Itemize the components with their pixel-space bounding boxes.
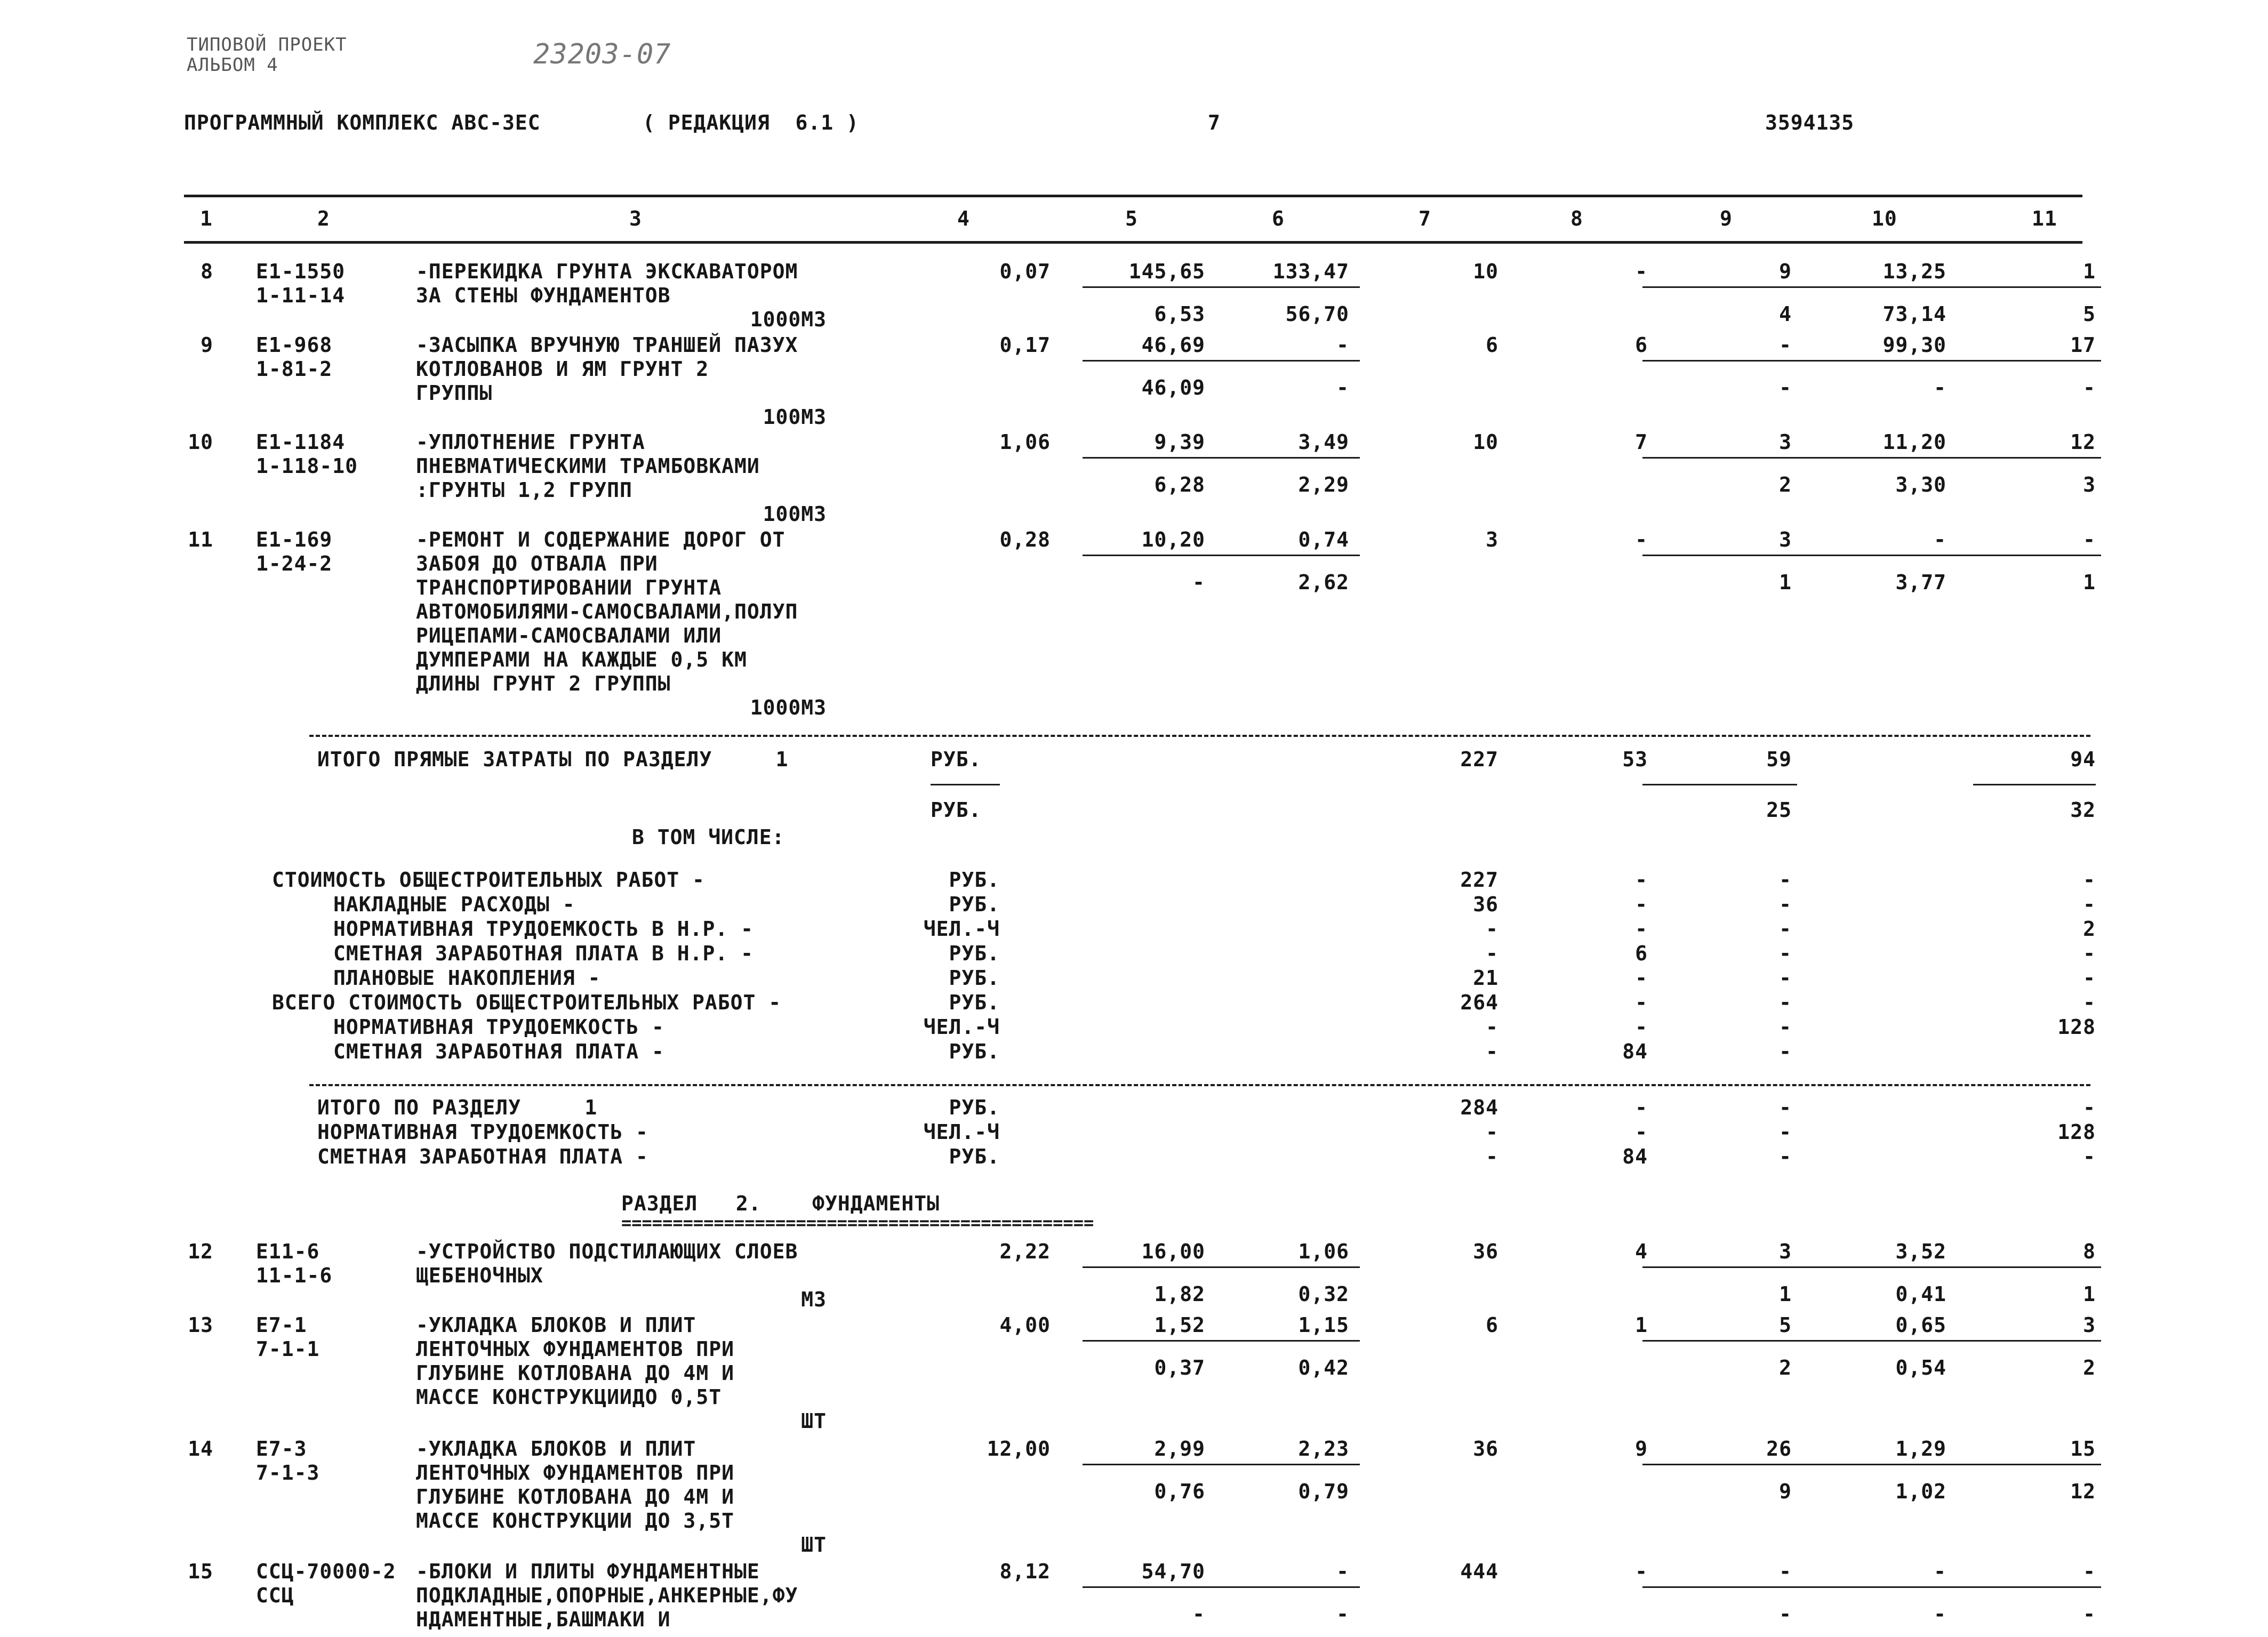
row-c9-rule (1642, 286, 2101, 288)
total-direct-label: ИТОГО ПРЯМЫЕ ЗАТРАТЫ ПО РАЗДЕЛУ 1 (317, 748, 789, 771)
row-c6-a: 133,47 (1272, 260, 1349, 283)
total-direct-unit: РУБ. (931, 748, 982, 771)
row-number: 9 (201, 333, 213, 357)
col-1: 1 (200, 207, 213, 230)
row-code: Е7-3 (256, 1437, 307, 1461)
row-c9-b: - (1779, 1602, 1792, 1626)
row-c10-b: 1,02 (1895, 1480, 1946, 1503)
row-c8: - (1635, 260, 1648, 283)
row-c9-rule (1642, 360, 2101, 362)
row-code-2: ССЦ (256, 1584, 294, 1607)
row-c7: 10 (1473, 430, 1498, 454)
row-unit: 100М3 (763, 502, 827, 526)
doc-code: 3594135 (1765, 111, 1855, 134)
row-c7: 10 (1473, 260, 1498, 283)
breakdown-c11: - (2083, 966, 2096, 990)
row-c6-b: 2,62 (1298, 571, 1349, 594)
breakdown-label: СМЕТНАЯ ЗАРАБОТНАЯ ПЛАТА В Н.Р. - (333, 942, 754, 965)
row-c11-a: - (2083, 1560, 2096, 1583)
breakdown-label: СМЕТНАЯ ЗАРАБОТНАЯ ПЛАТА - (333, 1040, 664, 1063)
total-direct-c11: 94 (2070, 748, 2096, 771)
row-c11-b: 12 (2070, 1480, 2096, 1503)
breakdown-c8: 6 (1635, 942, 1648, 965)
row-c10-a: 99,30 (1882, 333, 1946, 357)
row-unit: 100М3 (763, 405, 827, 429)
row-c7: 36 (1473, 1240, 1498, 1263)
row-c8: 4 (1635, 1240, 1648, 1263)
row-desc-line: ЛЕНТОЧНЫХ ФУНДАМЕНТОВ ПРИ (416, 1461, 734, 1484)
section-total-c11: - (2083, 1096, 2096, 1119)
row-c6-b: - (1336, 376, 1349, 399)
breakdown-c7: 36 (1473, 893, 1498, 916)
row-c11-a: 12 (2070, 430, 2096, 454)
row-c5-rule (1083, 1340, 1360, 1342)
row-c9-a: - (1779, 1560, 1792, 1583)
row-c8: 1 (1635, 1313, 1648, 1337)
row-c10-b: - (1934, 1602, 1946, 1626)
row-c7: 6 (1486, 1313, 1498, 1337)
row-c9-a: 9 (1779, 260, 1792, 283)
row-c9-a: 3 (1779, 1240, 1792, 1263)
row-c4: 8,12 (999, 1560, 1051, 1583)
breakdown-c8: - (1635, 1015, 1648, 1039)
row-code: Е7-1 (256, 1313, 307, 1337)
row-c7: 3 (1486, 528, 1498, 551)
row-unit: 1000М3 (750, 696, 827, 719)
section-total-label: НОРМАТИВНАЯ ТРУДОЕМКОСТЬ - (317, 1120, 648, 1144)
row-c9-a: 3 (1779, 528, 1792, 551)
row-desc-line: -УПЛОТНЕНИЕ ГРУНТА (416, 430, 645, 454)
breakdown-c11: - (2083, 991, 2096, 1014)
row-c5-b: - (1192, 1602, 1205, 1626)
row-c5-b: - (1192, 571, 1205, 594)
row-desc-line: ДЛИНЫ ГРУНТ 2 ГРУППЫ (416, 672, 671, 695)
row-desc-line: :ГРУНТЫ 1,2 ГРУПП (416, 478, 632, 502)
row-c5-rule (1083, 286, 1360, 288)
col-2: 2 (317, 207, 330, 230)
row-c9-b: 2 (1779, 1356, 1792, 1379)
row-c8: - (1635, 528, 1648, 551)
total-direct-c9: 59 (1766, 748, 1792, 771)
row-c4: 4,00 (999, 1313, 1051, 1337)
row-desc-line: -ПЕРЕКИДКА ГРУНТА ЭКСКАВАТОРОМ (416, 260, 798, 283)
row-c5-rule (1083, 1266, 1360, 1268)
row-c4: 12,00 (987, 1437, 1051, 1461)
row-c11-b: 1 (2083, 1282, 2096, 1306)
breakdown-label: СТОИМОСТЬ ОБЩЕСТРОИТЕЛЬНЫХ РАБОТ - (272, 868, 705, 892)
row-c9-rule (1642, 1464, 2101, 1465)
row-desc-line: ПНЕВМАТИЧЕСКИМИ ТРАМБОВКАМИ (416, 454, 760, 478)
row-code: Е1-968 (256, 333, 333, 357)
row-c5-b: 0,76 (1154, 1480, 1205, 1503)
breakdown-label: ПЛАНОВЫЕ НАКОПЛЕНИЯ - (333, 966, 601, 990)
row-c5-rule (1083, 457, 1360, 459)
row-c11-a: 3 (2083, 1313, 2096, 1337)
row-c10-b: 0,54 (1895, 1356, 1946, 1379)
row-desc-line: ЛЕНТОЧНЫХ ФУНДАМЕНТОВ ПРИ (416, 1337, 734, 1361)
breakdown-unit: РУБ. (949, 868, 1000, 892)
section-1-total-rule (309, 735, 2090, 737)
section-total-c7: - (1486, 1145, 1498, 1168)
breakdown-c9: - (1779, 942, 1792, 965)
col-3: 3 (629, 207, 642, 230)
row-desc-line: МАССЕ КОНСТРУКЦИИДО 0,5Т (416, 1385, 722, 1409)
breakdown-label: НАКЛАДНЫЕ РАСХОДЫ - (333, 893, 575, 916)
row-c4: 1,06 (999, 430, 1051, 454)
breakdown-c11: - (2083, 893, 2096, 916)
stamp-line-1: ТИПОВОЙ ПРОЕКТ (187, 34, 347, 55)
row-c9-b: 1 (1779, 571, 1792, 594)
breakdown-c9: - (1779, 991, 1792, 1014)
row-c10-b: 73,14 (1882, 302, 1946, 326)
row-c7: 444 (1460, 1560, 1498, 1583)
breakdown-c9: - (1779, 893, 1792, 916)
row-desc-line: -ЗАСЫПКА ВРУЧНУЮ ТРАНШЕЙ ПАЗУХ (416, 333, 798, 357)
row-c5-rule (1083, 555, 1360, 556)
row-number: 15 (188, 1560, 213, 1583)
breakdown-c7: - (1486, 1040, 1498, 1063)
row-c5-a: 145,65 (1128, 260, 1205, 283)
row-c9-b: - (1779, 376, 1792, 399)
row-unit: 1000М3 (750, 308, 827, 331)
section-total-c11: 128 (2057, 1120, 2096, 1144)
row-c11-b: - (2083, 1602, 2096, 1626)
row-code-2: 7-1-1 (256, 1337, 320, 1361)
breakdown-c7: - (1486, 942, 1498, 965)
row-c11-b: 5 (2083, 302, 2096, 326)
section-total-c9: - (1779, 1120, 1792, 1144)
row-c6-b: 0,79 (1298, 1480, 1349, 1503)
row-c4: 0,28 (999, 528, 1051, 551)
breakdown-label: ВСЕГО СТОИМОСТЬ ОБЩЕСТРОИТЕЛЬНЫХ РАБОТ - (272, 991, 782, 1014)
col-6: 6 (1272, 207, 1285, 230)
row-unit: М3 (801, 1288, 827, 1311)
row-code-2: 1-118-10 (256, 454, 358, 478)
row-c11-a: 1 (2083, 260, 2096, 283)
row-code: ССЦ-70000-2 (256, 1560, 396, 1583)
row-desc-line: -РЕМОНТ И СОДЕРЖАНИЕ ДОРОГ ОТ (416, 528, 786, 551)
section-total-c9: - (1779, 1145, 1792, 1168)
page-number: 7 (1208, 111, 1221, 134)
section-total-label: ИТОГО ПО РАЗДЕЛУ 1 (317, 1096, 598, 1119)
row-c11-b: 1 (2083, 571, 2096, 594)
breakdown-unit: РУБ. (949, 893, 1000, 916)
breakdown-c8: 84 (1622, 1040, 1648, 1063)
row-c10-b: 3,77 (1895, 571, 1946, 594)
col-4: 4 (957, 207, 970, 230)
row-c8: 7 (1635, 430, 1648, 454)
row-c6-b: 0,32 (1298, 1282, 1349, 1306)
row-desc-line: НДАМЕНТНЫЕ,БАШМАКИ И (416, 1608, 671, 1631)
row-c5-a: 9,39 (1154, 430, 1205, 454)
header-rule-bottom (184, 241, 2082, 244)
total-unit-rule (931, 784, 1000, 785)
breakdown-label: НОРМАТИВНАЯ ТРУДОЕМКОСТЬ В Н.Р. - (333, 917, 754, 941)
total-direct-unit-2: РУБ. (931, 798, 982, 822)
row-c9-a: 5 (1779, 1313, 1792, 1337)
col-10: 10 (1872, 207, 1897, 230)
row-c10-b: 3,30 (1895, 473, 1946, 496)
row-c11-a: - (2083, 528, 2096, 551)
section-total-c11: - (2083, 1145, 2096, 1168)
row-c9-rule (1642, 1340, 2101, 1342)
row-c7: 36 (1473, 1437, 1498, 1461)
breakdown-unit: ЧЕЛ.-Ч (923, 1015, 1000, 1039)
breakdown-c7: - (1486, 917, 1498, 941)
row-c5-a: 46,69 (1141, 333, 1205, 357)
edition: ( РЕДАКЦИЯ 6.1 ) (643, 111, 859, 134)
breakdown-c9: - (1779, 917, 1792, 941)
row-desc-line: ГЛУБИНЕ КОТЛОВАНА ДО 4М И (416, 1485, 734, 1508)
row-c6-b: - (1336, 1602, 1349, 1626)
total-direct-c7: 227 (1460, 748, 1498, 771)
row-code: Е11-6 (256, 1240, 320, 1263)
row-code: Е1-1550 (256, 260, 346, 283)
total-direct-c8: 53 (1622, 748, 1648, 771)
section-2-title: РАЗДЕЛ 2. ФУНДАМЕНТЫ (621, 1192, 940, 1215)
row-c4: 2,22 (999, 1240, 1051, 1263)
row-c10-a: - (1934, 1560, 1946, 1583)
row-c11-b: 2 (2083, 1356, 2096, 1379)
row-code-2: 1-24-2 (256, 552, 333, 575)
breakdown-c11: - (2083, 942, 2096, 965)
row-c6-b: 0,42 (1298, 1356, 1349, 1379)
col-9: 9 (1720, 207, 1733, 230)
row-c5-a: 2,99 (1154, 1437, 1205, 1461)
row-c10-a: 13,25 (1882, 260, 1946, 283)
row-desc-line: -УСТРОЙСТВО ПОДСТИЛАЮЩИХ СЛОЕВ (416, 1240, 798, 1263)
section-total-c8: - (1635, 1120, 1648, 1144)
row-c8: 6 (1635, 333, 1648, 357)
row-c5-a: 1,52 (1154, 1313, 1205, 1337)
row-c10-a: - (1934, 528, 1946, 551)
breakdown-unit: ЧЕЛ.-Ч (923, 917, 1000, 941)
section-total-c7: 284 (1460, 1096, 1498, 1119)
col-11: 11 (2032, 207, 2057, 230)
row-desc-line: КОТЛОВАНОВ И ЯМ ГРУНТ 2 (416, 357, 709, 381)
row-c10-b: - (1934, 376, 1946, 399)
row-desc-line: ЩЕБЕНОЧНЫХ (416, 1264, 543, 1287)
breakdown-rule (309, 1084, 2090, 1086)
breakdown-c9: - (1779, 868, 1792, 892)
row-c6-a: 0,74 (1298, 528, 1349, 551)
row-c10-a: 1,29 (1895, 1437, 1946, 1461)
row-code-2: 11-1-6 (256, 1264, 333, 1287)
row-c6-a: 1,15 (1298, 1313, 1349, 1337)
breakdown-c7: - (1486, 1015, 1498, 1039)
breakdown-c11: - (2083, 868, 2096, 892)
row-c5-a: 10,20 (1141, 528, 1205, 551)
row-number: 10 (188, 430, 213, 454)
row-c4: 0,17 (999, 333, 1051, 357)
row-c5-rule (1083, 360, 1360, 362)
row-c6-b: 2,29 (1298, 473, 1349, 496)
breakdown-c7: 264 (1460, 991, 1498, 1014)
total-c11-rule (1973, 784, 2096, 785)
row-c9-b: 2 (1779, 473, 1792, 496)
row-desc-line: -УКЛАДКА БЛОКОВ И ПЛИТ (416, 1437, 696, 1461)
row-c5-b: 46,09 (1141, 376, 1205, 399)
row-c11-b: 3 (2083, 473, 2096, 496)
row-c9-rule (1642, 1586, 2101, 1588)
row-c9-rule (1642, 457, 2101, 459)
breakdown-unit: РУБ. (949, 1040, 1000, 1063)
row-desc-line: -УКЛАДКА БЛОКОВ И ПЛИТ (416, 1313, 696, 1337)
breakdown-c11: 128 (2057, 1015, 2096, 1039)
row-c5-b: 6,53 (1154, 302, 1205, 326)
row-c10-b: 0,41 (1895, 1282, 1946, 1306)
row-c10-a: 0,65 (1895, 1313, 1946, 1337)
row-number: 8 (201, 260, 213, 283)
row-code: Е1-169 (256, 528, 333, 551)
row-c10-a: 11,20 (1882, 430, 1946, 454)
row-c9-rule (1642, 1266, 2101, 1268)
row-c6-a: - (1336, 333, 1349, 357)
breakdown-unit: РУБ. (949, 991, 1000, 1014)
breakdown-c8: - (1635, 868, 1648, 892)
row-code-2: 1-11-14 (256, 284, 346, 307)
section-total-c7: - (1486, 1120, 1498, 1144)
row-code-2: 7-1-3 (256, 1461, 320, 1484)
row-c8: 9 (1635, 1437, 1648, 1461)
row-c9-b: 4 (1779, 302, 1792, 326)
row-c5-b: 6,28 (1154, 473, 1205, 496)
row-c5-rule (1083, 1464, 1360, 1465)
row-c10-a: 3,52 (1895, 1240, 1946, 1263)
row-number: 12 (188, 1240, 213, 1263)
row-desc-line: -БЛОКИ И ПЛИТЫ ФУНДАМЕНТНЫЕ (416, 1560, 760, 1583)
row-c9-a: - (1779, 333, 1792, 357)
col-8: 8 (1570, 207, 1583, 230)
row-code-2: 1-81-2 (256, 357, 333, 381)
row-desc-line: ГРУППЫ (416, 381, 493, 405)
breakdown-c11: 2 (2083, 917, 2096, 941)
row-c6-a: 3,49 (1298, 430, 1349, 454)
breakdown-c7: 21 (1473, 966, 1498, 990)
breakdown-c9: - (1779, 966, 1792, 990)
section-2-rule: ============================================== (621, 1213, 1094, 1233)
breakdown-c9: - (1779, 1015, 1792, 1039)
including-heading: В ТОМ ЧИСЛЕ: (632, 825, 785, 849)
row-desc-line: АВТОМОБИЛЯМИ-САМОСВАЛАМИ,ПОЛУП (416, 600, 798, 623)
row-desc-line: ДУМПЕРАМИ НА КАЖДЫЕ 0,5 КМ (416, 648, 747, 671)
row-c6-a: 1,06 (1298, 1240, 1349, 1263)
row-number: 11 (188, 528, 213, 551)
breakdown-unit: РУБ. (949, 966, 1000, 990)
row-desc-line: ТРАНСПОРТИРОВАНИИ ГРУНТА (416, 576, 722, 599)
row-c9-rule (1642, 555, 2101, 556)
row-c11-a: 15 (2070, 1437, 2096, 1461)
breakdown-c8: - (1635, 991, 1648, 1014)
row-c6-a: - (1336, 1560, 1349, 1583)
breakdown-unit: РУБ. (949, 942, 1000, 965)
row-c5-b: 0,37 (1154, 1356, 1205, 1379)
row-c4: 0,07 (999, 260, 1051, 283)
row-number: 13 (188, 1313, 213, 1337)
row-c5-rule (1083, 1586, 1360, 1588)
row-c9-b: 9 (1779, 1480, 1792, 1503)
row-c5-a: 16,00 (1141, 1240, 1205, 1263)
section-total-unit: РУБ. (949, 1096, 1000, 1119)
row-c5-b: 1,82 (1154, 1282, 1205, 1306)
program-title: ПРОГРАММНЫЙ КОМПЛЕКС АВС-ЗЕС (184, 111, 541, 134)
col-5: 5 (1125, 207, 1138, 230)
breakdown-c8: - (1635, 893, 1648, 916)
row-unit: ШТ (801, 1409, 827, 1433)
row-desc-line: ЗАБОЯ ДО ОТВАЛА ПРИ (416, 552, 658, 575)
breakdown-c8: - (1635, 917, 1648, 941)
row-c9-a: 26 (1766, 1437, 1792, 1461)
stamp-number: 23203-07 (533, 38, 671, 70)
section-total-c9: - (1779, 1096, 1792, 1119)
row-desc-line: ПОДКЛАДНЫЕ,ОПОРНЫЕ,АНКЕРНЫЕ,ФУ (416, 1584, 798, 1607)
section-total-unit: РУБ. (949, 1145, 1000, 1168)
total-direct-c9-2: 25 (1766, 798, 1792, 822)
col-7: 7 (1418, 207, 1431, 230)
section-total-c8: 84 (1622, 1145, 1648, 1168)
breakdown-c9: - (1779, 1040, 1792, 1063)
row-number: 14 (188, 1437, 213, 1461)
row-desc-line: МАССЕ КОНСТРУКЦИИ ДО 3,5Т (416, 1509, 734, 1532)
row-c8: - (1635, 1560, 1648, 1583)
row-c9-a: 3 (1779, 430, 1792, 454)
row-c9-b: 1 (1779, 1282, 1792, 1306)
row-c11-b: - (2083, 376, 2096, 399)
section-total-label: СМЕТНАЯ ЗАРАБОТНАЯ ПЛАТА - (317, 1145, 648, 1168)
total-c9-rule (1642, 784, 1797, 785)
row-code: Е1-1184 (256, 430, 346, 454)
stamp-line-2: АЛЬБОМ 4 (187, 54, 278, 76)
section-total-unit: ЧЕЛ.-Ч (923, 1120, 1000, 1144)
breakdown-c7: 227 (1460, 868, 1498, 892)
row-desc-line: ГЛУБИНЕ КОТЛОВАНА ДО 4М И (416, 1361, 734, 1385)
header-rule-top (184, 195, 2082, 197)
row-c7: 6 (1486, 333, 1498, 357)
row-desc-line: ЗА СТЕНЫ ФУНДАМЕНТОВ (416, 284, 671, 307)
breakdown-c8: - (1635, 966, 1648, 990)
row-c11-a: 8 (2083, 1240, 2096, 1263)
row-c11-a: 17 (2070, 333, 2096, 357)
row-unit: ШТ (801, 1533, 827, 1556)
row-c6-b: 56,70 (1285, 302, 1349, 326)
row-c6-a: 2,23 (1298, 1437, 1349, 1461)
total-direct-c11-2: 32 (2070, 798, 2096, 822)
row-c5-a: 54,70 (1141, 1560, 1205, 1583)
breakdown-label: НОРМАТИВНАЯ ТРУДОЕМКОСТЬ - (333, 1015, 664, 1039)
row-desc-line: РИЦЕПАМИ-САМОСВАЛАМИ ИЛИ (416, 624, 722, 647)
section-total-c8: - (1635, 1096, 1648, 1119)
